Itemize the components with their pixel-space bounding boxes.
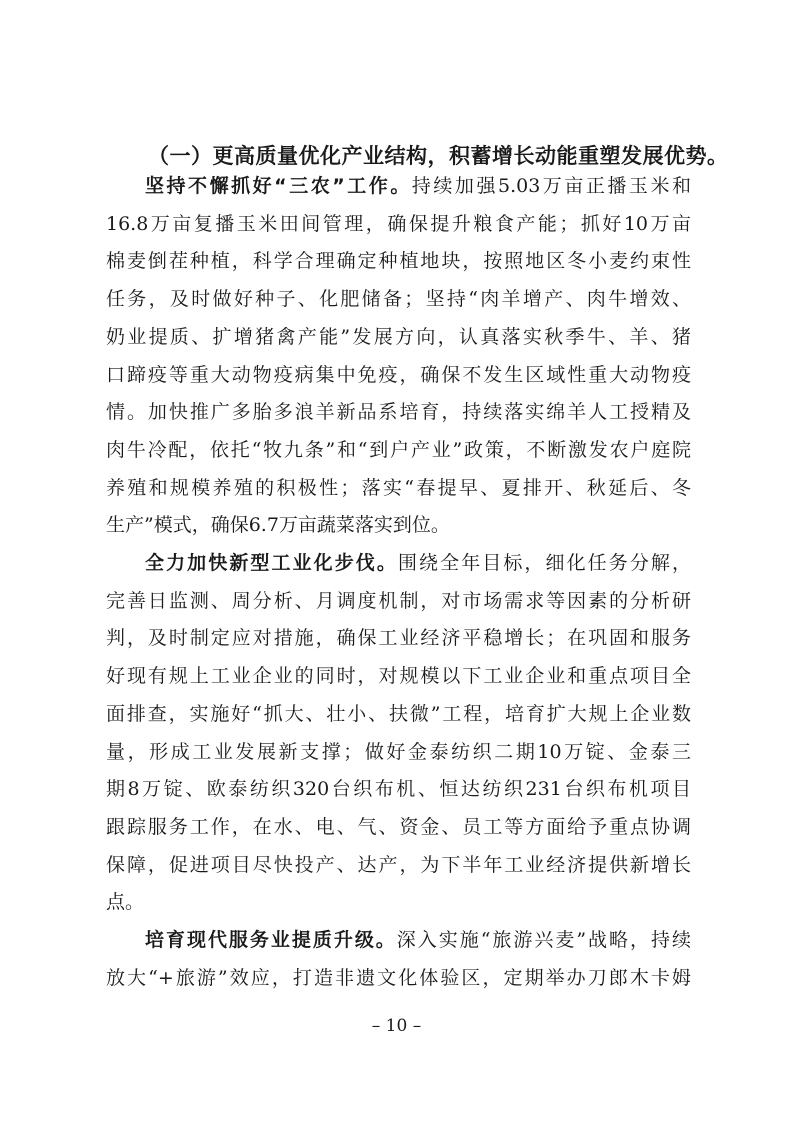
paragraph-line: 面排查，实施好“抓大、壮小、扶微”工程，培育扩大规上企业数 xyxy=(106,702,691,725)
paragraph-line: 判，及时制定应对措施，确保工业经济平稳增长；在巩固和服务 xyxy=(106,627,691,650)
paragraph-line: 棉麦倒茬种植，科学合理确定种植地块，按照地区冬小麦约束性 xyxy=(106,250,691,273)
paragraph-1-first-line xyxy=(145,171,691,201)
paragraph-1-title: 坚持不懈抓好“三农”工作。 xyxy=(145,175,412,197)
page-number: – 10 – xyxy=(371,1016,422,1036)
paragraph-3-first-line xyxy=(145,925,691,955)
paragraph-1-first-line-text: 持续加强5.03万亩正播玉米和 xyxy=(411,175,691,197)
paragraph-line: 放大“+旅游”效应，打造非遗文化体验区，定期举办刀郎木卡姆 xyxy=(106,966,691,989)
paragraph-3-first-line-text: 深入实施“旅游兴麦”战略，持续 xyxy=(396,929,691,951)
section-heading: （一）更高质量优化产业结构，积蓄增长动能重塑发展优势。 xyxy=(148,144,729,168)
paragraph-line: 奶业提质、扩增猪禽产能”发展方向，认真落实秋季牛、羊、猪 xyxy=(106,325,691,348)
paragraph-line: 量，形成工业发展新支撑；做好金泰纺织二期10万锭、金泰三 xyxy=(106,740,691,763)
paragraph-line: 口蹄疫等重大动物疫病集中免疫，确保不发生区域性重大动物疫 xyxy=(106,363,691,386)
paragraph-line: 保障，促进项目尽快投产、达产，为下半年工业经济提供新增长 xyxy=(106,853,691,876)
paragraph-line: 任务，及时做好种子、化肥储备；坚持“肉羊增产、肉牛增效、 xyxy=(106,288,691,311)
paragraph-2-title: 全力加快新型工业化步伐。 xyxy=(145,552,398,574)
paragraph-line: 养殖和规模养殖的积极性；落实“春提早、夏排开、秋延后、冬 xyxy=(106,476,691,499)
paragraph-line: 肉牛冷配，依托“牧九条”和“到户产业”政策，不断激发农户庭院 xyxy=(106,438,691,461)
paragraph-3-title: 培育现代服务业提质升级。 xyxy=(145,929,397,951)
paragraph-line: 好现有规上工业企业的同时，对规模以下工业企业和重点项目全 xyxy=(106,665,691,688)
paragraph-line: 跟踪服务工作，在水、电、气、资金、员工等方面给予重点协调 xyxy=(106,815,691,838)
paragraph-2-first-line xyxy=(145,548,691,578)
paragraph-line: 情。加快推广多胎多浪羊新品系培育，持续落实绵羊人工授精及 xyxy=(106,401,691,424)
paragraph-2-first-line-text: 围绕全年目标，细化任务分解， xyxy=(397,552,691,574)
paragraph-line: 生产”模式，确保6.7万亩蔬菜落实到位。 xyxy=(106,514,450,537)
paragraph-line: 期8万锭、欧泰纺织320台织布机、恒达纺织231台织布机项目 xyxy=(106,778,691,801)
paragraph-line: 点。 xyxy=(106,891,145,914)
paragraph-line: 16.8万亩复播玉米田间管理，确保提升粮食产能；抓好10万亩 xyxy=(106,212,691,235)
paragraph-line: 完善日监测、周分析、月调度机制，对市场需求等因素的分析研 xyxy=(106,589,691,612)
